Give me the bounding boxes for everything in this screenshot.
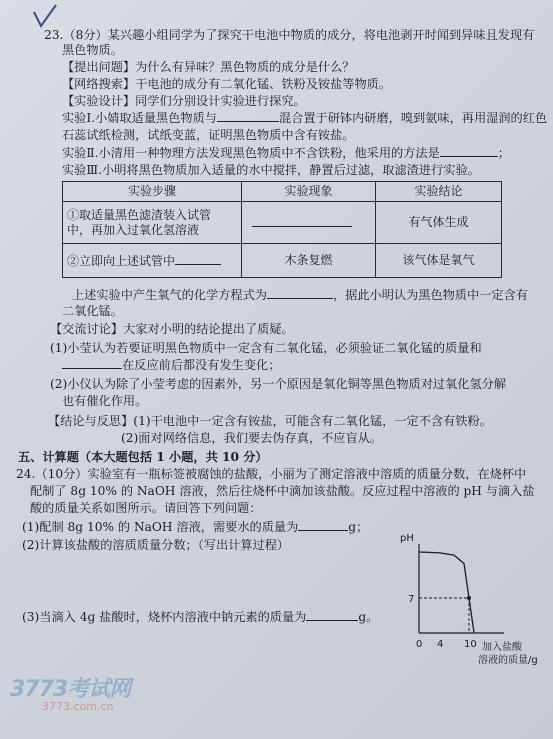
q23-exp1-cont: 石蕊试纸检测，试纸变蓝，证明黑色物质中含有铵盐。	[62, 128, 355, 142]
q23-discuss-1-cont: 在反应前后都没有发生变化；	[62, 357, 280, 373]
q23-equation: 上述实验中产生氧气的化学方程式为 ，据此小明认为黑色物质中一定含有	[72, 288, 528, 302]
experiment-table	[62, 181, 502, 278]
row2-step: ②立即向上述试管中	[63, 244, 242, 278]
q23-discuss: 【交流讨论】大家对小明的结论提出了质疑。	[50, 322, 294, 336]
x-tick-10: 10	[464, 639, 477, 650]
q23-equation-cont: 二氧化锰。	[62, 304, 123, 318]
q23-search: 【网络搜索】干电池的成分有二氧化锰、铁粉及铵盐等物质。	[62, 77, 392, 91]
q23-exp1: 实验Ⅰ.小婧取适量黑色物质与 混合置于研钵内研磨，嗅到氨味，再用湿润的红色	[62, 111, 548, 125]
graph-xlabel-line1: 加入盐酸	[482, 642, 522, 653]
x-tick-4: 4	[437, 639, 444, 650]
ph-curve	[419, 552, 474, 633]
row2-step-blank[interactable]	[175, 253, 221, 265]
section-5-title: 五、计算题（本大题包括 1 小题，共 10 分）	[18, 450, 268, 464]
equivalence-point	[467, 596, 471, 600]
row1-phenomenon[interactable]	[242, 202, 376, 244]
q23-conclusion-2: (2)面对网络信息，我们要去伪存真，不应盲从。	[121, 431, 383, 445]
col-header-step: 实验步骤	[63, 182, 242, 202]
q23-discuss-2: (2)小仪认为除了小莹考虑的因素外，另一个原因是氧化铜等黑色物质对过氧化氢分解	[50, 377, 507, 391]
discuss1-answer-blank[interactable]	[62, 357, 122, 369]
exp1-answer-blank[interactable]	[217, 110, 279, 122]
row2-phenomenon: 木条复燃	[242, 244, 376, 278]
q24-part1-blank[interactable]	[298, 519, 348, 531]
q24-line3: 酸的质量关系如图所示。请回答下列问题：	[30, 501, 262, 515]
q24-part3-blank[interactable]	[306, 609, 358, 621]
q23-discuss-1: (1)小莹认为若要证明黑色物质中一定含有二氧化锰，必须验证二氧化锰的质量和	[50, 341, 482, 355]
q23-exp3: 实验Ⅲ.小明将黑色物质加入适量的水中搅拌，静置后过滤，取滤渣进行实验。	[62, 163, 480, 177]
row1-conclusion: 有气体生成	[376, 202, 502, 244]
equation-answer-blank[interactable]	[267, 287, 333, 299]
row1-phenomenon-blank[interactable]	[252, 215, 352, 227]
q24-part2: (2)计算该盐酸的溶质质量分数；（写出计算过程）	[22, 538, 290, 552]
q23-head-cont: 黑色物质。	[62, 43, 123, 57]
x-tick-0: 0	[416, 639, 423, 650]
q24-part3: (3)当滴入 4g 盐酸时，烧杯内溶液中钠元素的质量为 g。	[22, 610, 379, 624]
watermark-site: 3773.com.cn	[42, 700, 114, 713]
q24-line1: 24.（10分）实验室有一瓶标签被腐蚀的盐酸，小丽为了测定溶液中溶质的质量分数，在烧杯中	[16, 467, 527, 481]
col-header-phenomenon: 实验现象	[242, 182, 376, 202]
q24-part1: (1)配制 8g 10% 的 NaOH 溶液，需要水的质量为 g；	[22, 520, 369, 534]
col-header-conclusion: 实验结论	[376, 182, 502, 202]
row2-conclusion: 该气体是氧气	[376, 244, 502, 278]
q23-design: 【实验设计】同学们分别设计实验进行探究。	[62, 94, 306, 108]
graph-ylabel: pH	[400, 533, 414, 544]
row1-step: ①取适量黑色滤渣装入试管 中，再加入过氧化氢溶液	[63, 202, 242, 244]
q23-ask: 【提出问题】为什么有异味？黑色物质的成分是什么？	[62, 60, 355, 74]
q23-exp2: 实验Ⅱ.小清用一种物理方法发现黑色物质中不含铁粉，他采用的方法是 ；	[62, 146, 510, 160]
exp2-answer-blank[interactable]	[440, 145, 498, 157]
q23-discuss-2-cont: 也有催化作用。	[62, 394, 148, 408]
watermark-logo: 3773考试网	[10, 677, 131, 702]
q23-head: 23.（8分）某兴趣小组同学为了探究干电池中物质的成分，将电池剥开时闻到异味且发现有	[44, 28, 535, 42]
graph-xlabel-line2: 溶液的质量/g	[478, 655, 538, 666]
q23-conclusion-1: 【结论与反思】(1)干电池中一定含有铵盐，可能含有二氧化锰，一定不含有铁粉。	[48, 414, 492, 428]
y-tick-7: 7	[408, 594, 415, 605]
q24-line2: 配制了 8g 10% 的 NaOH 溶液，然后往烧杯中滴加该盐酸。反应过程中溶液的 pH 与滴入盐	[30, 484, 535, 498]
ph-graph	[394, 530, 553, 675]
